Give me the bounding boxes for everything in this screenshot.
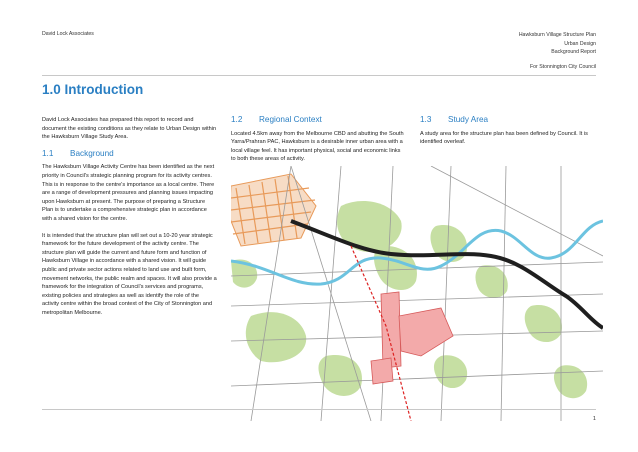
- study-area-paragraph: A study area for the structure plan has been defined by Council. It is identified overleaf.: [420, 130, 588, 146]
- section-heading-study-area: [420, 116, 598, 125]
- page-number: 1: [592, 416, 596, 422]
- background-paragraph-2: It is intended that the structure plan will set out a 10-20 year strategic framework for the future development of the activity centre. The structure plan will guide the current and future form and function of Hawksburn Village in accordance with a shared vision. It will guide public and private sector actions related to land use and built form, movement networks, the public realm and spaces. It will also provide a framework for the integration of Council's services and programs, existing policies and strategies as well as identify the role of the activity centre within the broad context of the City of Stonnington and metropolitan Melbourne.: [42, 232, 217, 316]
- section-heading-regional-context: [231, 116, 406, 125]
- section-title: Background: [70, 148, 114, 158]
- company-name: David Lock Associates: [42, 31, 94, 37]
- report-title: Hawksburn Village Structure Plan: [518, 32, 596, 38]
- regional-context-paragraph: Located 4.5km away from the Melbourne CBD and abutting the South Yarra/Prahran PAC, Hawksburn is a desirable inner urban area with a local village feel. It has important physical, social and economic links to both these areas of activity.: [231, 130, 404, 163]
- section-number: 1.3: [420, 115, 432, 124]
- report-subtitle: Urban Design: [564, 40, 596, 47]
- column-left: [42, 116, 217, 325]
- section-number: 1.2: [231, 115, 243, 124]
- column-middle: [231, 116, 406, 164]
- background-paragraph-1: The Hawksburn Village Activity Centre has been identified as the next priority in Council's strategic planning program for its activity centres. This is in response to the centre's importance as a local centre. There are a range of development pressures and planning issues impacting upon Hawksburn at present. The purpose of preparing a Structure Plan is to undertake a comprehensive strategic plan in accordance with a shared vision for the centre.: [42, 164, 215, 222]
- section-title: Study Area: [448, 115, 489, 124]
- footer-divider: [42, 409, 596, 410]
- report-type: Background Report: [551, 49, 596, 56]
- page-title: 1.0 Introduction: [42, 82, 144, 97]
- section-number: 1.1: [42, 148, 54, 158]
- column-right: [420, 116, 598, 147]
- report-header: [519, 31, 596, 71]
- section-heading-background: [42, 150, 217, 159]
- header-divider: [42, 75, 596, 76]
- regional-context-map: [231, 166, 603, 421]
- intro-paragraph: David Lock Associates has prepared this report to record and document the existing conditions as they relate to Urban Design within the Hawksburn Village Study Area.: [42, 117, 217, 141]
- client-name: For Stonnington City Council: [529, 63, 596, 70]
- section-title: Regional Context: [259, 115, 322, 124]
